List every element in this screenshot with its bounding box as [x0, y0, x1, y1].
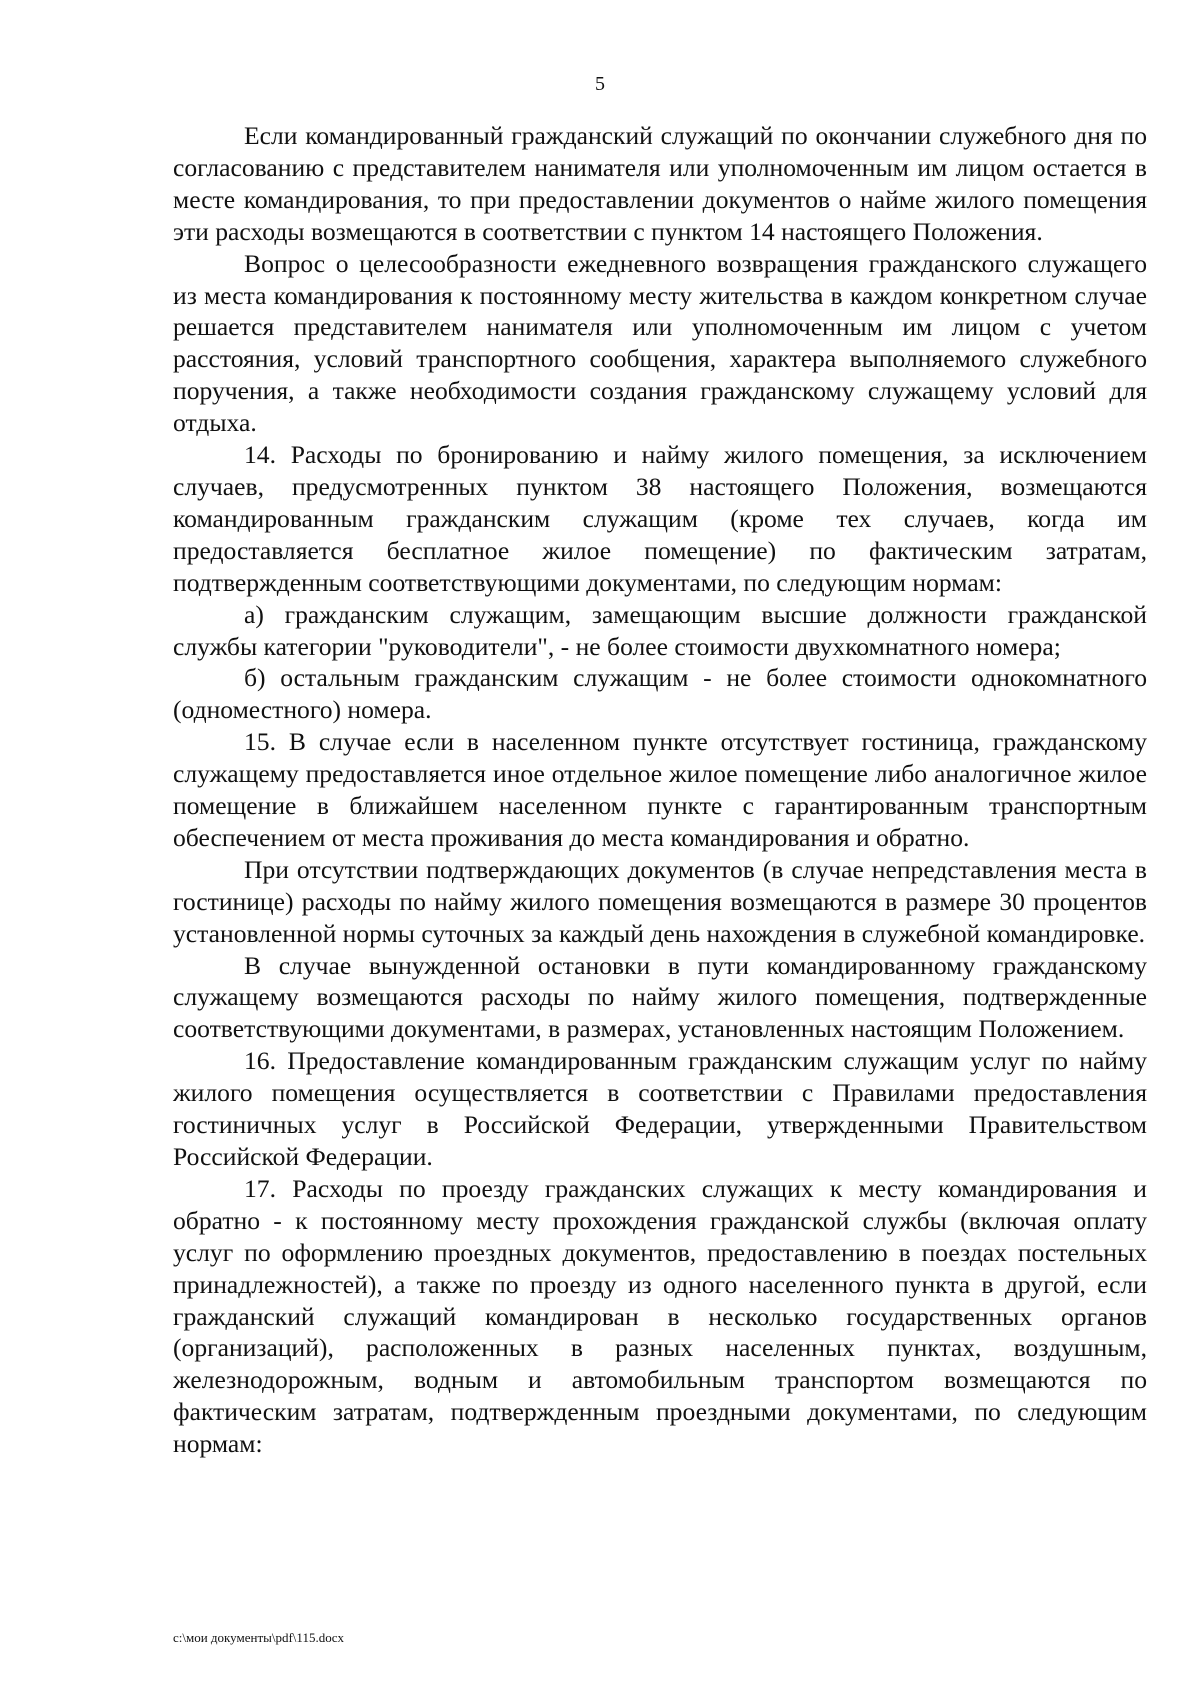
paragraph-item-14-a: а) гражданским служащим, замещающим высшие должности гражданской службы категории "руководители", - не более стоимости двухкомнатного номера;	[173, 599, 1147, 661]
paragraph-item-17: 17. Расходы по проезду гражданских служащих к месту командирования и обратно - к постоянному месту прохождения гражданской службы (включая оплату услуг по оформлению проездных документов, предоставлению в поездах постельных принадлежностей), а также по проезду из одного населенного пункта в другой, если гражданский служащий командирован в несколько государственных органов (организаций), расположенных в разных населенных пунктах, воздушным, железнодорожным, водным и автомобильным транспортом возмещаются по фактическим затратам, подтвержденным проездными документами, по следующим нормам:	[173, 1173, 1147, 1459]
paragraph-item-14: 14. Расходы по бронированию и найму жилого помещения, за исключением случаев, предусмотренных пунктом 38 настоящего Положения, возмещаются командированным гражданским служащим (кроме тех случаев, когда им предоставляется бесплатное жилое помещение) по фактическим затратам, подтвержденным соответствующими документами, по следующим нормам:	[173, 440, 1147, 597]
paragraph-item-14-b: б) остальным гражданским служащим - не более стоимости однокомнатного (одноместного) номера.	[173, 663, 1147, 725]
footer-file-path: c:\мои документы\pdf\115.docx	[173, 1630, 344, 1645]
paragraph-item-16: 16. Предоставление командированным гражданским служащим услуг по найму жилого помещения осуществляется в соответствии с Правилами предоставления гостиничных услуг в Российской Федерации, утвержденными Правительством Российской Федерации.	[173, 1046, 1147, 1171]
page-number: 5	[595, 73, 605, 95]
paragraph-overnight-stay: Если командированный гражданский служащий по окончании служебного дня по согласованию с представителем нанимателя или уполномоченным им лицом остается в месте командирования, то при предоставлении документов о найме жилого помещения эти расходы возмещаются в соответствии с пунктом 14 настоящего Положения.	[173, 121, 1147, 246]
paragraph-no-documents: При отсутствии подтверждающих документов (в случае непредставления места в гостинице) расходы по найму жилого помещения возмещаются в размере 30 процентов установленной нормы суточных за каждый день нахождения в служебной командировке.	[173, 854, 1147, 948]
paragraph-item-15: 15. В случае если в населенном пункте отсутствует гостиница, гражданскому служащему предоставляется иное отдельное жилое помещение либо аналогичное жилое помещение в ближайшем населенном пункте с гарантированным транспортным обеспечением от места проживания до места командирования и обратно.	[173, 727, 1147, 852]
paragraph-daily-return: Вопрос о целесообразности ежедневного возвращения гражданского служащего из места командирования к постоянному месту жительства в каждом конкретном случае решается представителем нанимателя или уполномоченным им лицом с учетом расстояния, условий транспортного сообщения, характера выполняемого служебного поручения, а также необходимости создания гражданскому служащему условий для отдыха.	[173, 248, 1147, 438]
document-body	[173, 120, 1147, 1460]
paragraph-forced-stop: В случае вынужденной остановки в пути командированному гражданскому служащему возмещаются расходы по найму жилого помещения, подтвержденные соответствующими документами, в размерах, установленных настоящим Положением.	[173, 950, 1147, 1044]
